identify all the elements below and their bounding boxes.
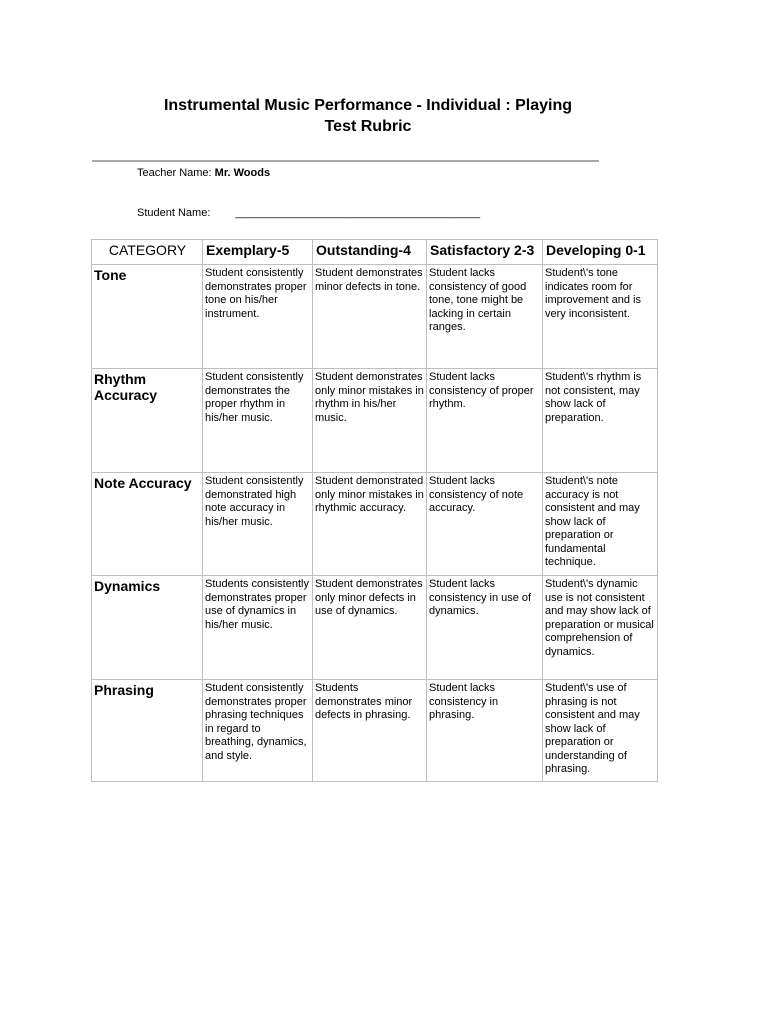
table-cell: Student lacks consistency of good tone, tone might be lacking in certain ranges. bbox=[427, 265, 543, 369]
student-name-label: Student Name: bbox=[137, 207, 211, 219]
title-line-2: Test Rubric bbox=[324, 118, 412, 135]
table-cell: Student lacks consistency in use of dynamics. bbox=[427, 576, 543, 680]
row-category: Note Accuracy bbox=[92, 473, 203, 576]
table-cell: Student demonstrates minor defects in tone. bbox=[313, 265, 427, 369]
row-category: Phrasing bbox=[92, 680, 203, 782]
row-category: Dynamics bbox=[92, 576, 203, 680]
title-divider bbox=[92, 160, 599, 162]
table-cell: Student demonstrated only minor mistakes in rhythmic accuracy. bbox=[313, 473, 427, 576]
document-title bbox=[120, 95, 616, 137]
student-name-field bbox=[137, 207, 480, 219]
student-name-blank: ________________________________________ bbox=[235, 207, 481, 219]
table-row bbox=[92, 576, 658, 680]
header-category: CATEGORY bbox=[92, 240, 203, 265]
table-cell: Student consistently demonstrates proper phrasing techniques in regard to breathing, dynamics, and style. bbox=[203, 680, 313, 782]
table-cell: Student\'s note accuracy is not consistent and may show lack of preparation or fundamental technique. bbox=[543, 473, 658, 576]
title-line-1: Instrumental Music Performance - Individual : Playing bbox=[163, 97, 573, 114]
table-cell: Student\'s use of phrasing is not consistent and may show lack of preparation or understanding of phrasing. bbox=[543, 680, 658, 782]
header-exemplary: Exemplary-5 bbox=[203, 240, 313, 265]
table-cell: Student\'s dynamic use is not consistent and may show lack of preparation or musical comprehension of dynamics. bbox=[543, 576, 658, 680]
table-cell: Student\'s tone indicates room for improvement and is very inconsistent. bbox=[543, 265, 658, 369]
table-row bbox=[92, 680, 658, 782]
table-cell: Student\'s rhythm is not consistent, may show lack of preparation. bbox=[543, 369, 658, 473]
table-row bbox=[92, 265, 658, 369]
table-cell: Students demonstrates minor defects in phrasing. bbox=[313, 680, 427, 782]
row-category: Tone bbox=[92, 265, 203, 369]
teacher-name-field bbox=[137, 167, 270, 179]
table-cell: Student lacks consistency in phrasing. bbox=[427, 680, 543, 782]
table-row bbox=[92, 473, 658, 576]
table-row bbox=[92, 369, 658, 473]
table-cell: Student demonstrates only minor defects in use of dynamics. bbox=[313, 576, 427, 680]
rubric-table bbox=[91, 239, 658, 782]
table-cell: Students consistently demonstrates proper use of dynamics in his/her music. bbox=[203, 576, 313, 680]
table-cell: Student lacks consistency of note accuracy. bbox=[427, 473, 543, 576]
table-cell: Student consistently demonstrated high note accuracy in his/her music. bbox=[203, 473, 313, 576]
header-developing: Developing 0-1 bbox=[543, 240, 658, 265]
table-cell: Student lacks consistency of proper rhythm. bbox=[427, 369, 543, 473]
table-cell: Student demonstrates only minor mistakes in rhythm in his/her music. bbox=[313, 369, 427, 473]
table-cell: Student consistently demonstrates proper tone on his/her instrument. bbox=[203, 265, 313, 369]
header-outstanding: Outstanding-4 bbox=[313, 240, 427, 265]
header-satisfactory: Satisfactory 2-3 bbox=[427, 240, 543, 265]
table-cell: Student consistently demonstrates the proper rhythm in his/her music. bbox=[203, 369, 313, 473]
header-row bbox=[92, 240, 658, 265]
row-category: Rhythm Accuracy bbox=[92, 369, 203, 473]
teacher-name-label: Teacher Name: bbox=[137, 167, 212, 179]
teacher-name-value: Mr. Woods bbox=[214, 167, 271, 179]
